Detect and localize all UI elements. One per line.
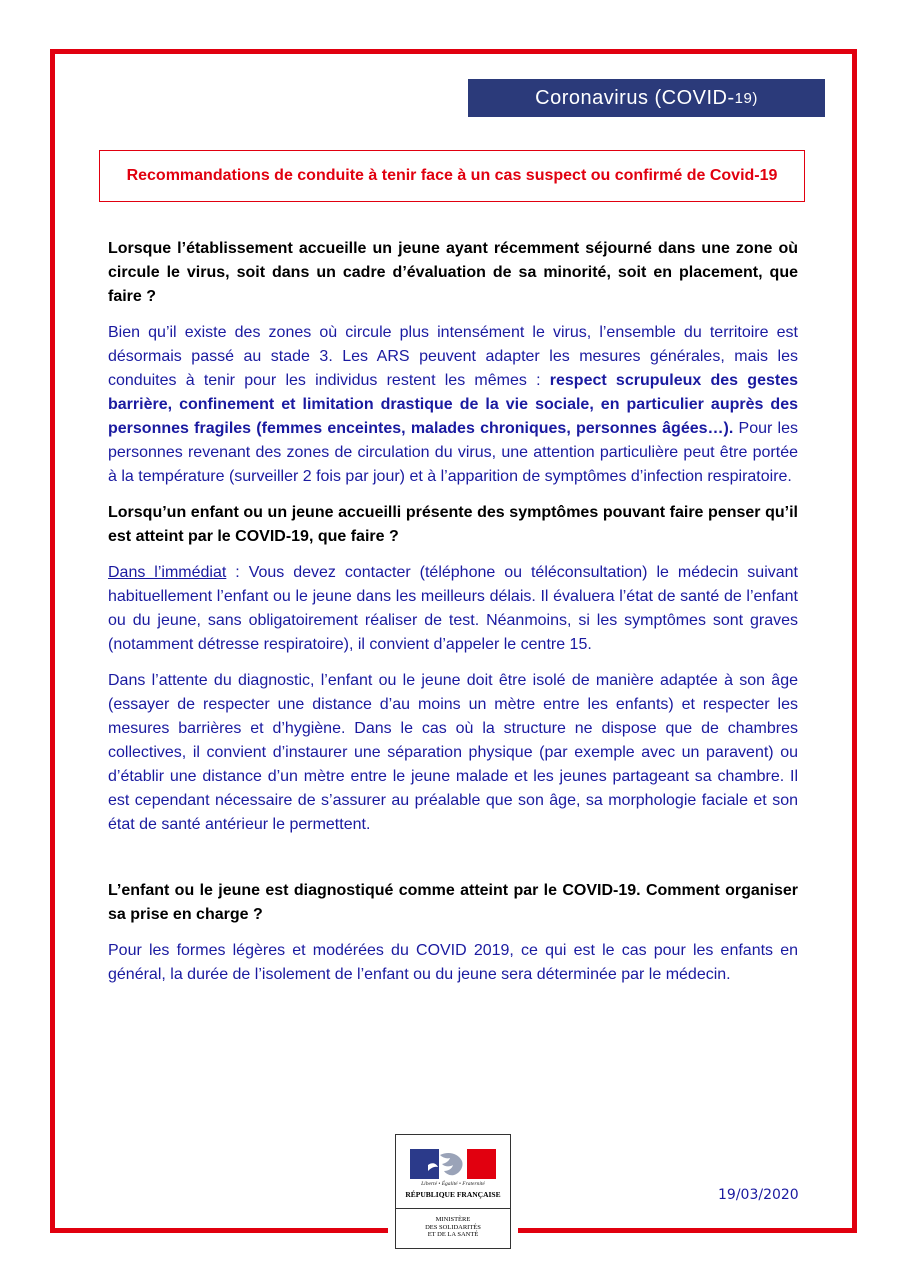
answer-1-part-2: Pour les personnes revenant des zones de circulation du virus, une attention particulière peut être portée à la température (surveiller 2 fois par jour) et à l’apparition de symptômes d’infection respiratoire. — [108, 420, 799, 485]
banner-title: Coronavirus (COVID- — [535, 86, 735, 109]
document-title-text: Recommandations de conduite à tenir face à un cas suspect ou confirmé de Covid-19 — [126, 167, 778, 184]
section-spacer — [108, 849, 798, 879]
document-body — [108, 237, 798, 999]
logo-ministry-line-1: MINISTÈRE — [435, 1216, 471, 1223]
document-title — [99, 150, 805, 202]
question-2: Lorsqu’un enfant ou un jeune accueilli présente des symptômes pouvant faire penser qu’il est atteint par le COVID-19, que faire ? — [108, 504, 798, 545]
answer-2-text: : Vous devez contacter (téléphone ou téléconsultation) le médecin suivant habituellement l’enfant ou le jeune dans les meilleurs délais. Il évaluera l’état de santé de l’enfant ou du jeune, sans obligatoirement réaliser de test. Néanmoins, si les symptômes sont graves (notamment détresse respiratoire), il convient d’appeler le centre 15. — [108, 564, 799, 653]
question-3: L’enfant ou le jeune est diagnostiqué comme atteint par le COVID-19. Comment organiser sa prise en charge ? — [108, 882, 798, 923]
logo-divider — [396, 1208, 510, 1209]
header-banner — [468, 79, 825, 117]
marianne-flag-icon — [410, 1149, 496, 1179]
republique-francaise-logo — [395, 1134, 511, 1249]
answer-4: Pour les formes légères et modérées du COVID 2019, ce qui est le cas pour les enfants en général, la durée de l’isolement de l’enfant ou du jeune sera déterminée par le médecin. — [108, 942, 798, 983]
logo-ministry-line-3: ET DE LA SANTÉ — [427, 1231, 479, 1238]
answer-1 — [108, 321, 798, 489]
answer-2-lead: Dans l’immédiat — [108, 564, 227, 581]
logo-republic: RÉPUBLIQUE FRANÇAISE — [405, 1190, 501, 1199]
document-date: 19/03/2020 — [718, 1187, 799, 1203]
banner-title-suffix: 19) — [734, 89, 758, 107]
answer-2 — [108, 561, 798, 657]
answer-3: Dans l’attente du diagnostic, l’enfant ou le jeune doit être isolé de manière adaptée à son âge (essayer de respecter une distance d’au moins un mètre entre les enfants) et respecter les mesures barrières et d’hygiène. Dans le cas où la structure ne dispose que de chambres collectives, il convient d’instaurer une séparation physique (par exemple avec un paravent) ou d’établir une distance d’un mètre entre le jeune malade et les jeunes partageant sa chambre. Il est cependant nécessaire de s’assurer au préalable que son âge, sa morphologie faciale et son état de santé antérieur le permettent. — [108, 672, 798, 833]
question-1: Lorsque l’établissement accueille un jeune ayant récemment séjourné dans une zone où circule le virus, soit dans un cadre d’évaluation de sa minorité, soit en placement, que faire ? — [108, 240, 798, 305]
logo-ministry-line-2: DES SOLIDARITÉS — [425, 1223, 481, 1231]
logo-ministry — [396, 1216, 510, 1239]
logo-motto: Liberté • Égalité • Fraternité — [421, 1181, 485, 1187]
answer-1-part-1: Bien qu’il existe des zones où circule plus intensément le virus, l’ensemble du territoire est désormais passé au stade 3. Les ARS peuvent adapter les mesures générales, mais les conduites à tenir pour les individus restent les mêmes : — [108, 324, 798, 389]
answer-1-emphasis: respect scrupuleux des gestes barrière, confinement et limitation drastique de la vie sociale, en particulier auprès des personnes fragiles (femmes enceintes, malades chroniques, personnes âgées…). — [108, 372, 799, 437]
